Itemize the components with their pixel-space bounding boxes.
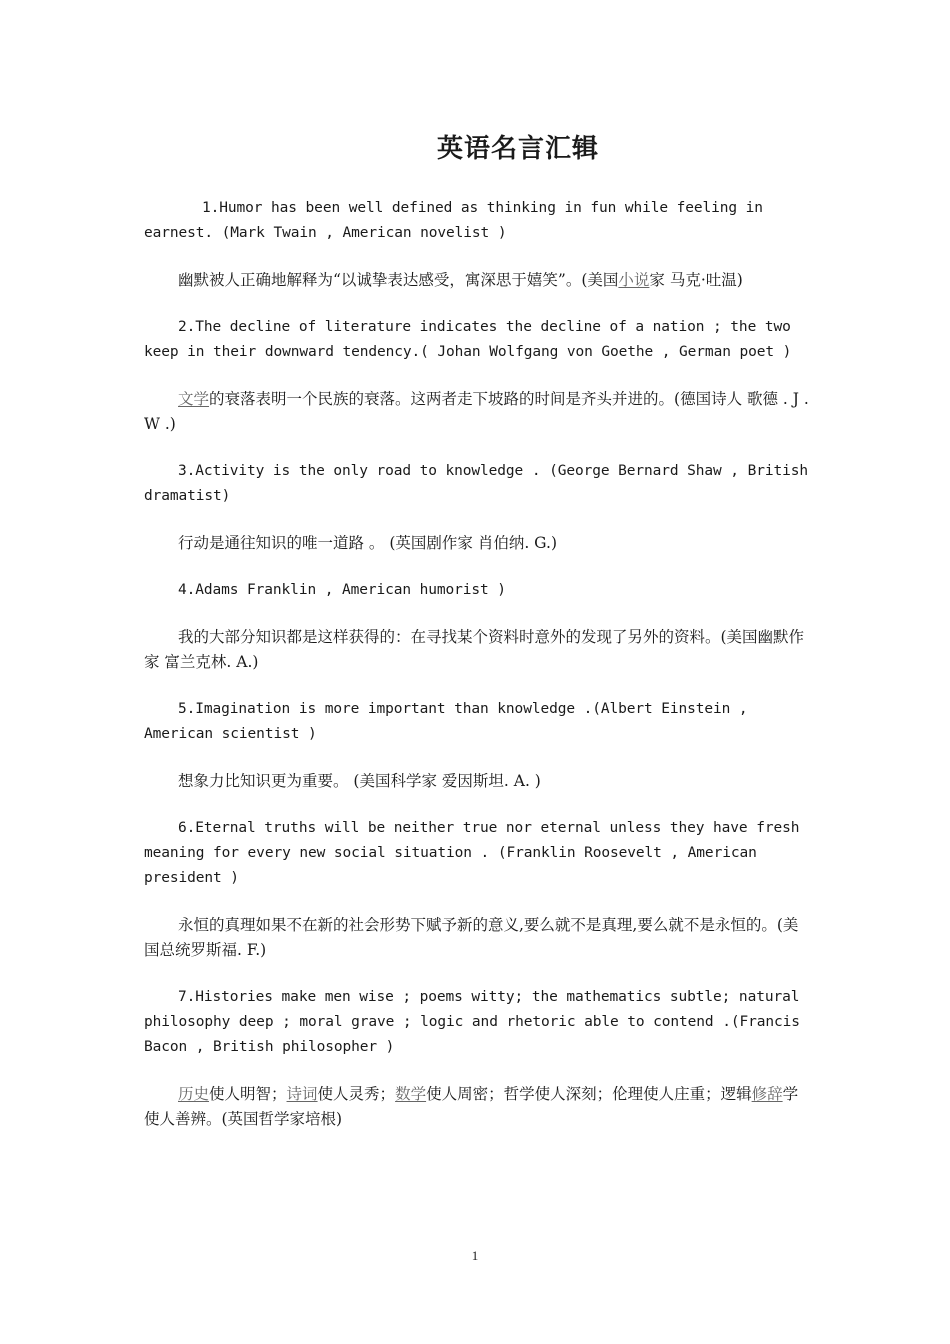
history-link[interactable]: 历史 — [178, 1085, 210, 1103]
quote-3-chinese: 行动是通往知识的唯一道路 。 (英国剧作家 肖伯纳. G.) — [178, 534, 557, 552]
poetry-link[interactable]: 诗词 — [286, 1085, 318, 1103]
quote-7-text-3: 使人周密；哲学使人深刻；伦理使人庄重；逻辑 — [426, 1085, 752, 1103]
quote-2-chinese-text: 的衰落表明一个民族的衰落。这两者走下坡路的时间是齐头并进的。(德国诗人 歌德 . J . W .) — [144, 390, 809, 433]
quote-7-english: 7.Histories make men wise ; poems witty; the mathematics subtle; natural philosophy deep ; moral grave ; logic and rhetoric able to contend .(Francis Bacon , British philosopher ) — [144, 989, 800, 1055]
quote-6-english: 6.Eternal truths will be neither true nor eternal unless they have fresh meaning for every new social situation . (Franklin Roosevelt , American president ) — [144, 820, 800, 886]
quote-5-chinese: 想象力比知识更为重要。 (美国科学家 爱因斯坦. A. ) — [178, 772, 541, 790]
page-title: 英语名言汇辑 — [436, 134, 599, 164]
quote-2-chinese — [144, 387, 812, 437]
literature-link[interactable]: 文学 — [178, 390, 210, 408]
quote-4-english: 4.Adams Franklin , American humorist ) — [178, 582, 506, 598]
quote-5-english: 5.Imagination is more important than knowledge .(Albert Einstein , American scientist ) — [144, 701, 748, 742]
quote-7-text-4: 学使人善辨。(英国哲学家培根) — [144, 1085, 799, 1128]
page-number: 1 — [471, 1248, 479, 1263]
quote-3-english: 3.Activity is the only road to knowledge . (George Bernard Shaw , British dramatist) — [144, 463, 808, 504]
quote-7-chinese — [144, 1082, 812, 1132]
quote-1-chinese — [144, 268, 812, 293]
quote-2-english: 2.The decline of literature indicates the decline of a nation ; the two keep in their downward tendency.( Johan Wolfgang von Goethe , German poet ) — [144, 319, 792, 360]
quote-7-text-1: 使人明智； — [209, 1085, 287, 1103]
quote-1-english: 1.Humor has been well defined as thinking in fun while feeling in earnest. (Mark Twain , American novelist ) — [144, 200, 763, 241]
novel-link[interactable]: 小说 — [618, 271, 650, 289]
quote-1-chinese-text-b: 家 马克·吐温) — [649, 271, 743, 289]
quote-4-chinese: 我的大部分知识都是这样获得的：在寻找某个资料时意外的发现了另外的资料。(美国幽默作家 富兰克林. A.) — [144, 628, 805, 671]
quote-7-text-2: 使人灵秀； — [317, 1085, 396, 1103]
quote-1-chinese-text-a: 幽默被人正确地解释为“以诚挚表达感受，寓深思于嬉笑”。(美国 — [178, 271, 619, 289]
mathematics-link[interactable]: 数学 — [395, 1085, 427, 1103]
quote-6-chinese: 永恒的真理如果不在新的社会形势下赋予新的意义,要么就不是真理,要么就不是永恒的。(美国总统罗斯福. F.) — [144, 916, 799, 959]
rhetoric-link[interactable]: 修辞 — [751, 1085, 783, 1103]
quote-list — [144, 196, 812, 1132]
